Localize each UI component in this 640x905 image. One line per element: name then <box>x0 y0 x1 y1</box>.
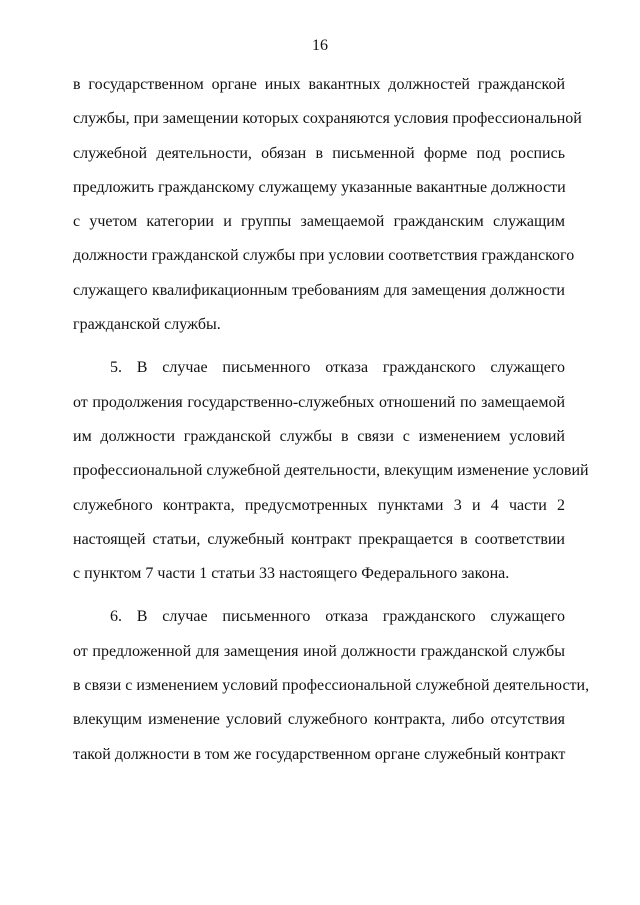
paragraph-continuation <box>73 68 582 342</box>
text-line: такой должности в том же государственном органе служебный контракт <box>73 745 566 763</box>
text-line: служебного контракта, предусмотренных пунктами 3 и 4 части 2 <box>73 496 565 514</box>
text-line: с пунктом 7 части 1 статьи 33 настоящего Федерального закона. <box>73 565 510 583</box>
text-line: гражданской службы. <box>73 316 221 334</box>
text-line: от предложенной для замещения иной должности гражданской службы <box>73 642 565 660</box>
text-line: с учетом категории и группы замещаемой гражданским служащим <box>73 213 565 231</box>
text-line: предложить гражданскому служащему указанные вакантные должности <box>73 178 566 196</box>
document-body <box>73 68 590 772</box>
text-line: от продолжения государственно-служебных отношений по замещаемой <box>73 393 565 411</box>
paragraph-6 <box>73 600 590 771</box>
text-line: службы, при замещении которых сохраняются условия профессиональной <box>73 110 582 128</box>
text-line: в связи с изменением условий профессиональной служебной деятельности, <box>73 677 590 695</box>
text-line: служебной деятельности, обязан в письменной форме под роспись <box>73 144 565 162</box>
page-number: 16 <box>312 37 328 54</box>
text-line: им должности гражданской службы в связи с изменением условий <box>73 427 565 445</box>
text-line: служащего квалификационным требованиям для замещения должности <box>73 281 565 299</box>
text-line: должности гражданской службы при условии соответствия гражданского <box>73 247 575 265</box>
text-line: в государственном органе иных вакантных должностей гражданской <box>73 76 565 93</box>
text-line: профессиональной служебной деятельности, влекущим изменение условий <box>73 462 589 480</box>
text-line: 5. В случае письменного отказа гражданского служащего <box>110 359 565 377</box>
text-line: настоящей статьи, служебный контракт прекращается в соответствии <box>73 530 565 548</box>
text-line: 6. В случае письменного отказа гражданского служащего <box>110 608 565 626</box>
paragraph-5 <box>73 351 589 591</box>
text-line: влекущим изменение условий служебного контракта, либо отсутствия <box>73 711 565 729</box>
